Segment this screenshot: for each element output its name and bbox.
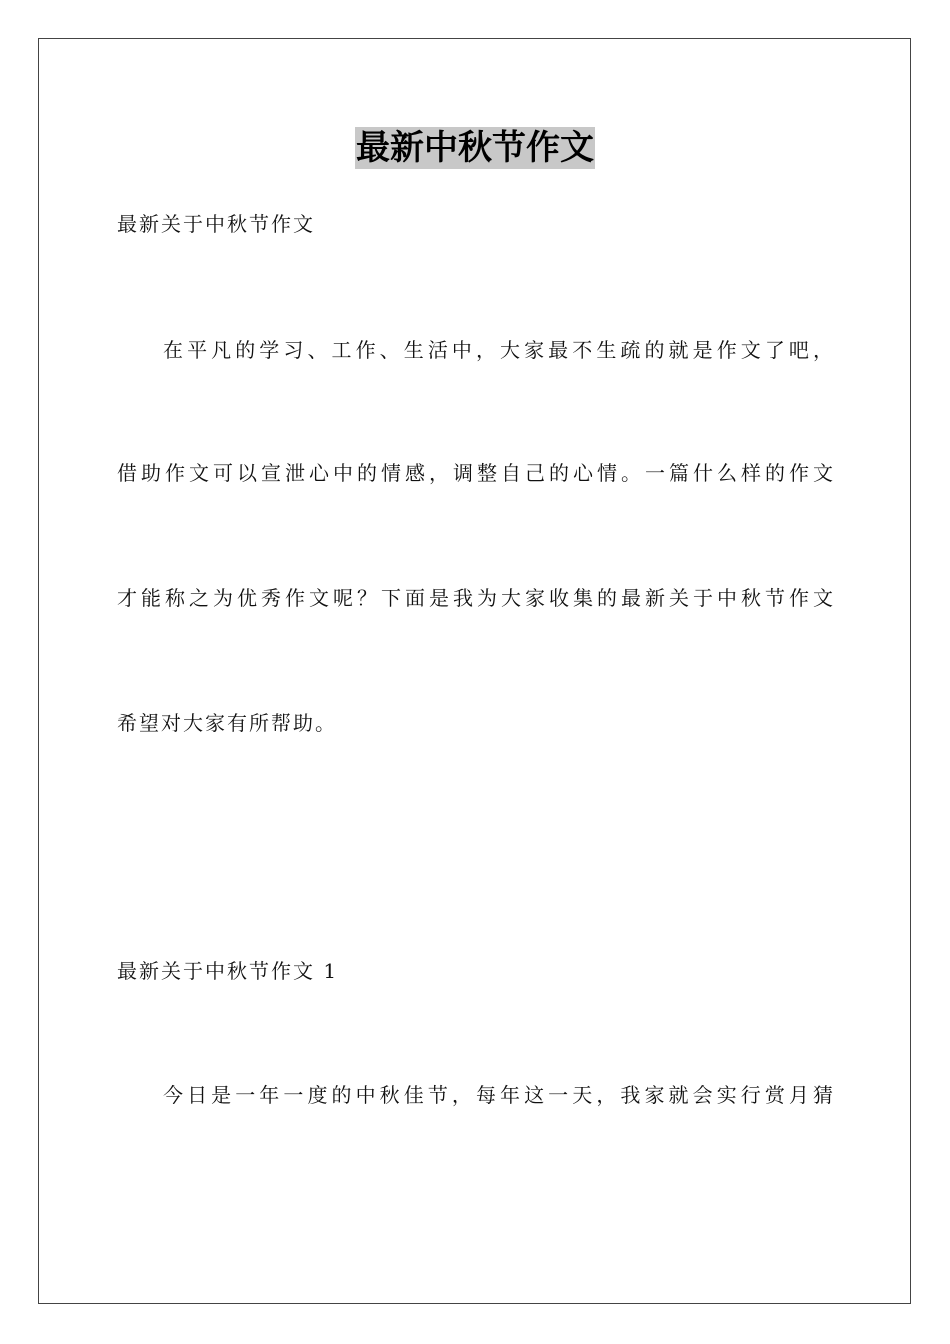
intro-line-1: 在平凡的学习、工作、生活中，大家最不生疏的就是作文了吧，	[163, 338, 833, 362]
intro-line-4: 希望对大家有所帮助。	[117, 711, 337, 735]
section-line-1: 今日是一年一度的中秋佳节，每年这一天，我家就会实行赏月猜	[163, 1083, 833, 1107]
intro-line-2: 借助作文可以宣泄心中的情感，调整自己的心情。一篇什么样的作文	[117, 461, 833, 485]
title-container	[0, 127, 950, 169]
document-subtitle: 最新关于中秋节作文	[117, 212, 315, 236]
section-heading: 最新关于中秋节作文 1	[117, 959, 339, 983]
document-title: 最新中秋节作文	[356, 128, 594, 168]
intro-line-3: 才能称之为优秀作文呢？下面是我为大家收集的最新关于中秋节作文	[117, 586, 833, 610]
